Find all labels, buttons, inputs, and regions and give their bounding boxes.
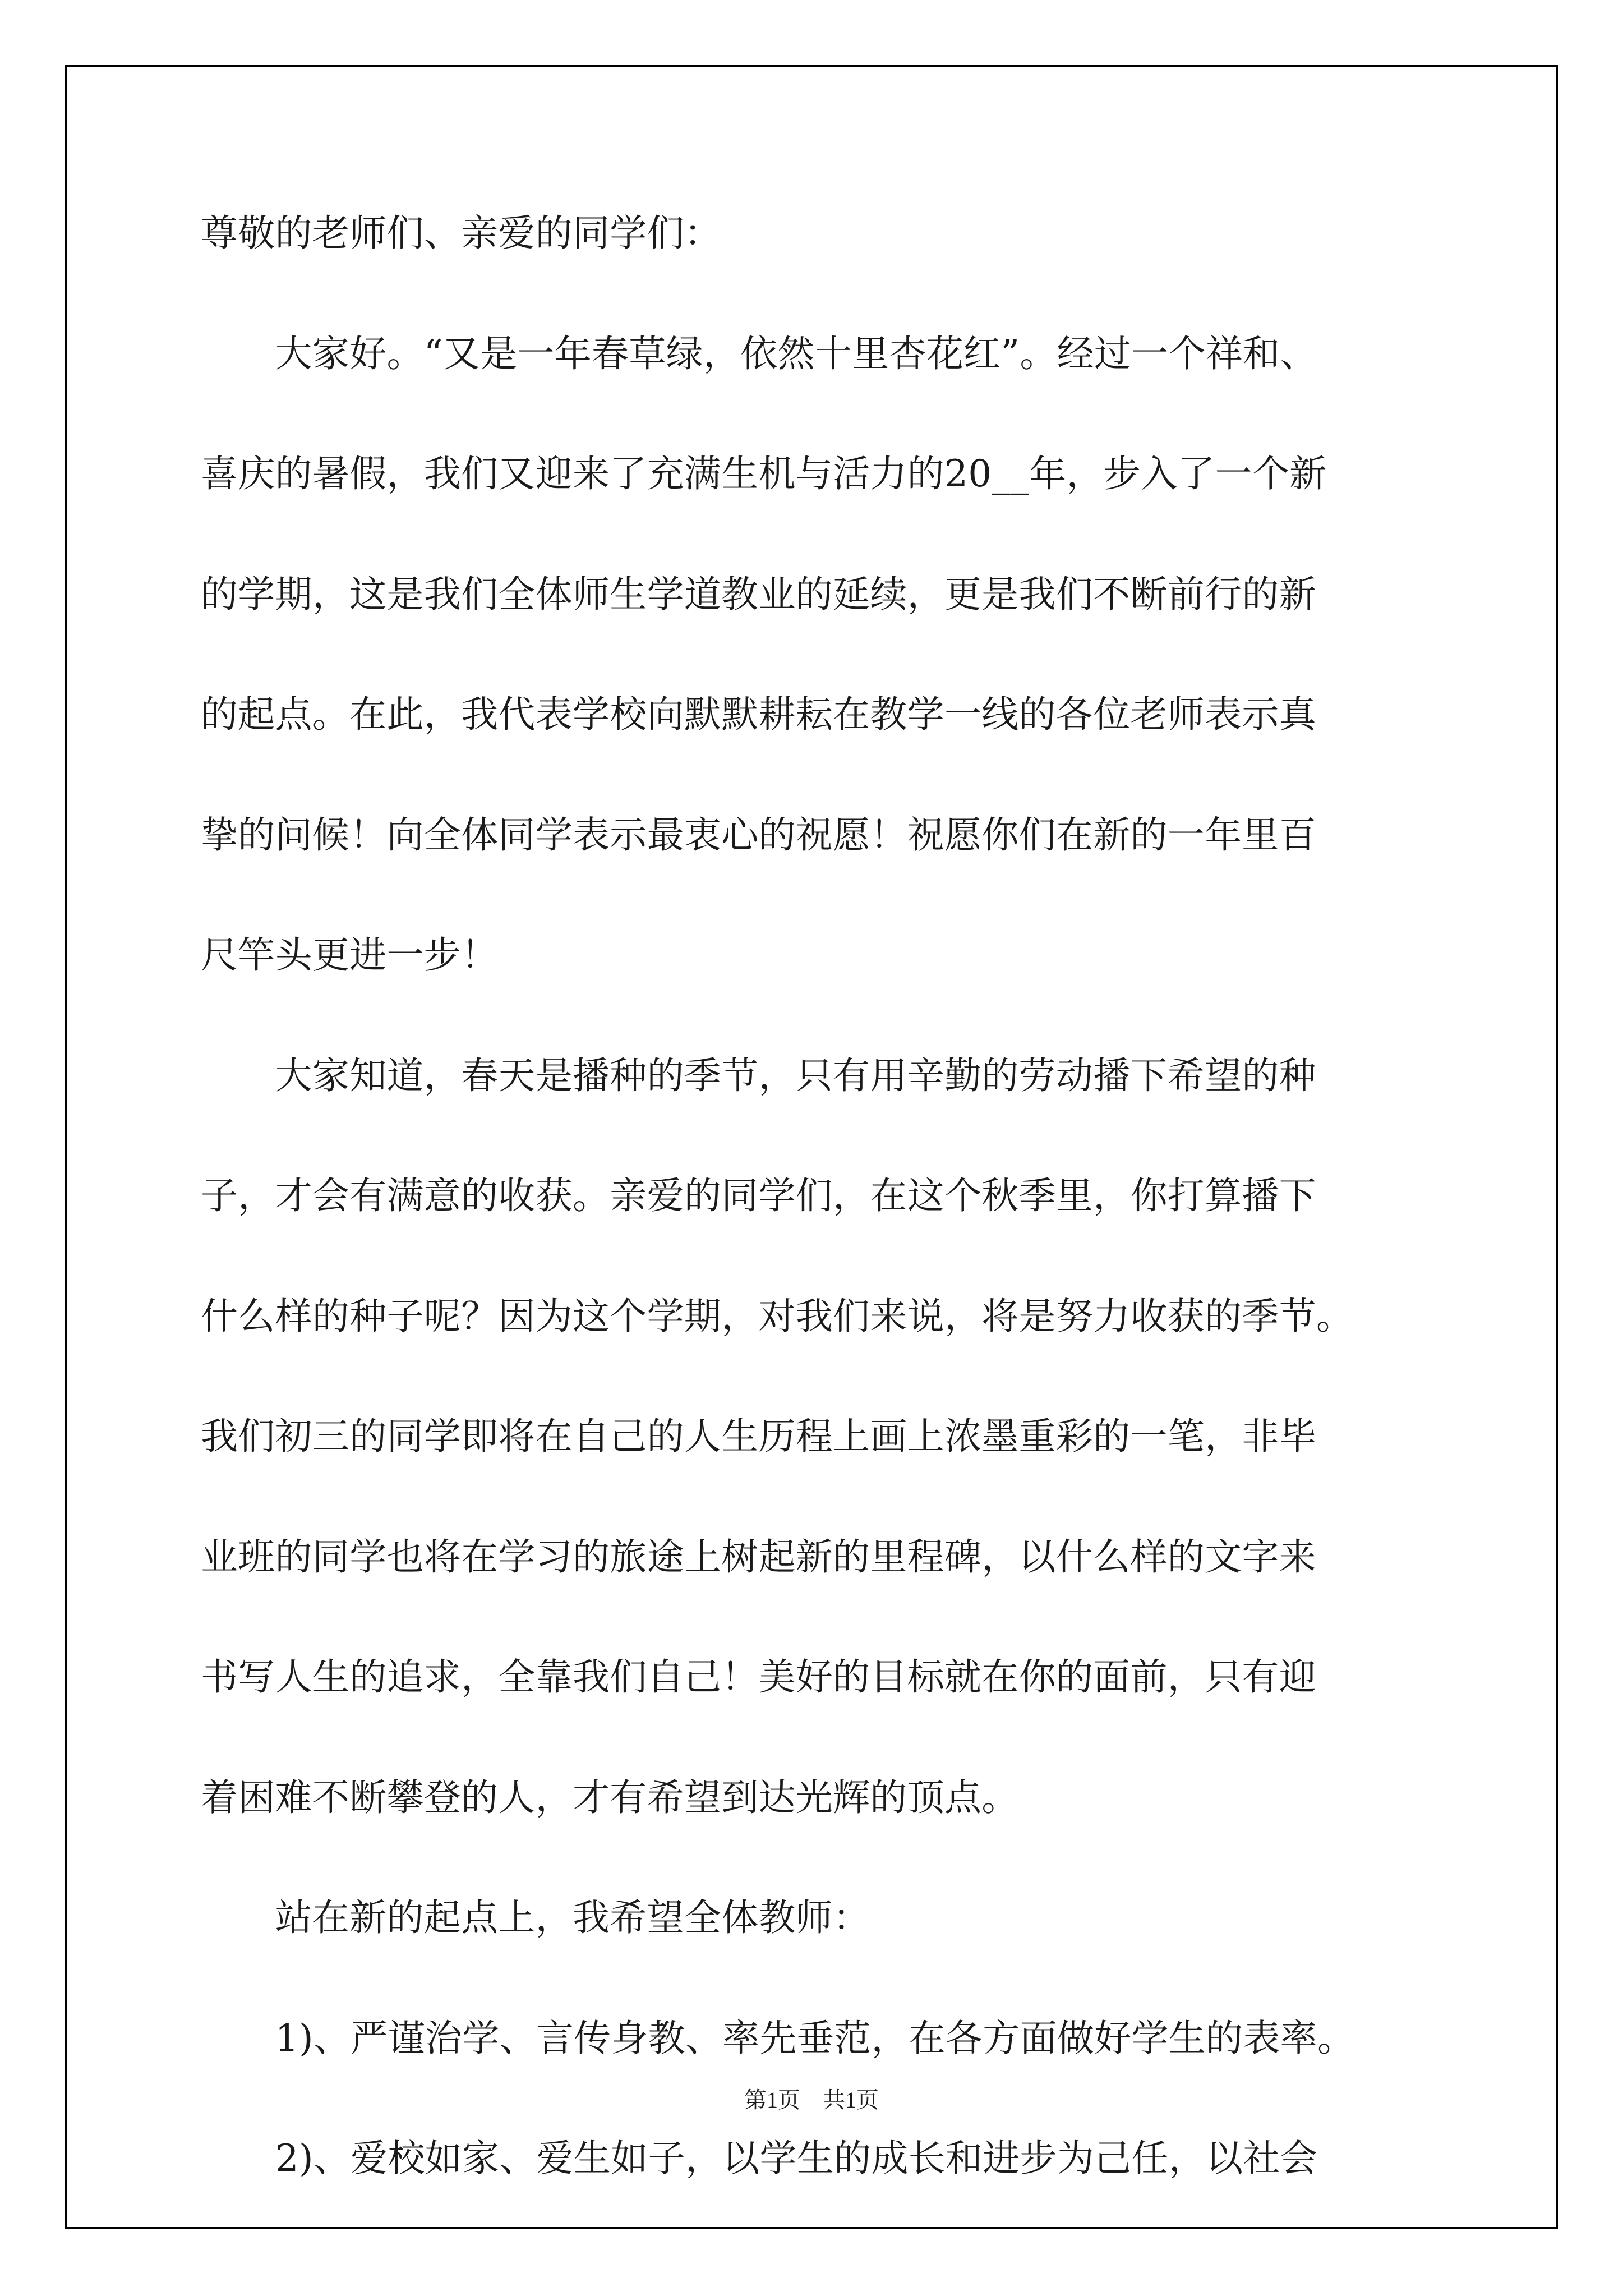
text-line: 什么样的种子呢？因为这个学期，对我们来说，将是努力收获的季节。 <box>201 1295 1354 1338</box>
text-line: 子，才会有满意的收获。亲爱的同学们，在这个秋季里，你打算播下 <box>201 1174 1316 1217</box>
text-line: 我们初三的同学即将在自己的人生历程上画上浓墨重彩的一笔，非毕 <box>201 1415 1316 1458</box>
text-line: 尊敬的老师们、亲爱的同学们： <box>201 211 722 255</box>
text-line: 2)、爱校如家、爱生如子，以学生的成长和进步为己任，以社会 <box>201 2137 1318 2180</box>
page-number-footer: 第1页 共1页 <box>744 2087 879 2113</box>
text-line: 业班的同学也将在学习的旅途上树起新的里程碑，以什么样的文字来 <box>201 1535 1316 1579</box>
text-line: 大家好。“又是一年春草绿，依然十里杏花红”。经过一个祥和、 <box>201 332 1317 375</box>
text-line: 尺竿头更进一步！ <box>201 933 499 977</box>
text-line: 挚的问候！向全体同学表示最衷心的祝愿！祝愿你们在新的一年里百 <box>201 813 1316 857</box>
text-line: 着困难不断攀登的人，才有希望到达光辉的顶点。 <box>201 1776 1019 1819</box>
text-line: 1)、严谨治学、言传身教、率先垂范，在各方面做好学生的表率。 <box>201 2017 1355 2060</box>
text-line: 的学期，这是我们全体师生学道教业的延续，更是我们不断前行的新 <box>201 573 1316 616</box>
text-line: 的起点。在此，我代表学校向默默耕耘在教学一线的各位老师表示真 <box>201 693 1316 736</box>
text-line: 喜庆的暑假，我们又迎来了充满生机与活力的20__年，步入了一个新 <box>201 452 1327 495</box>
text-line: 大家知道，春天是播种的季节，只有用辛勤的劳动播下希望的种 <box>201 1054 1316 1097</box>
text-line: 站在新的起点上，我希望全体教师： <box>201 1896 870 1939</box>
text-line: 书写人生的追求，全靠我们自己！美好的目标就在你的面前，只有迎 <box>201 1655 1316 1699</box>
